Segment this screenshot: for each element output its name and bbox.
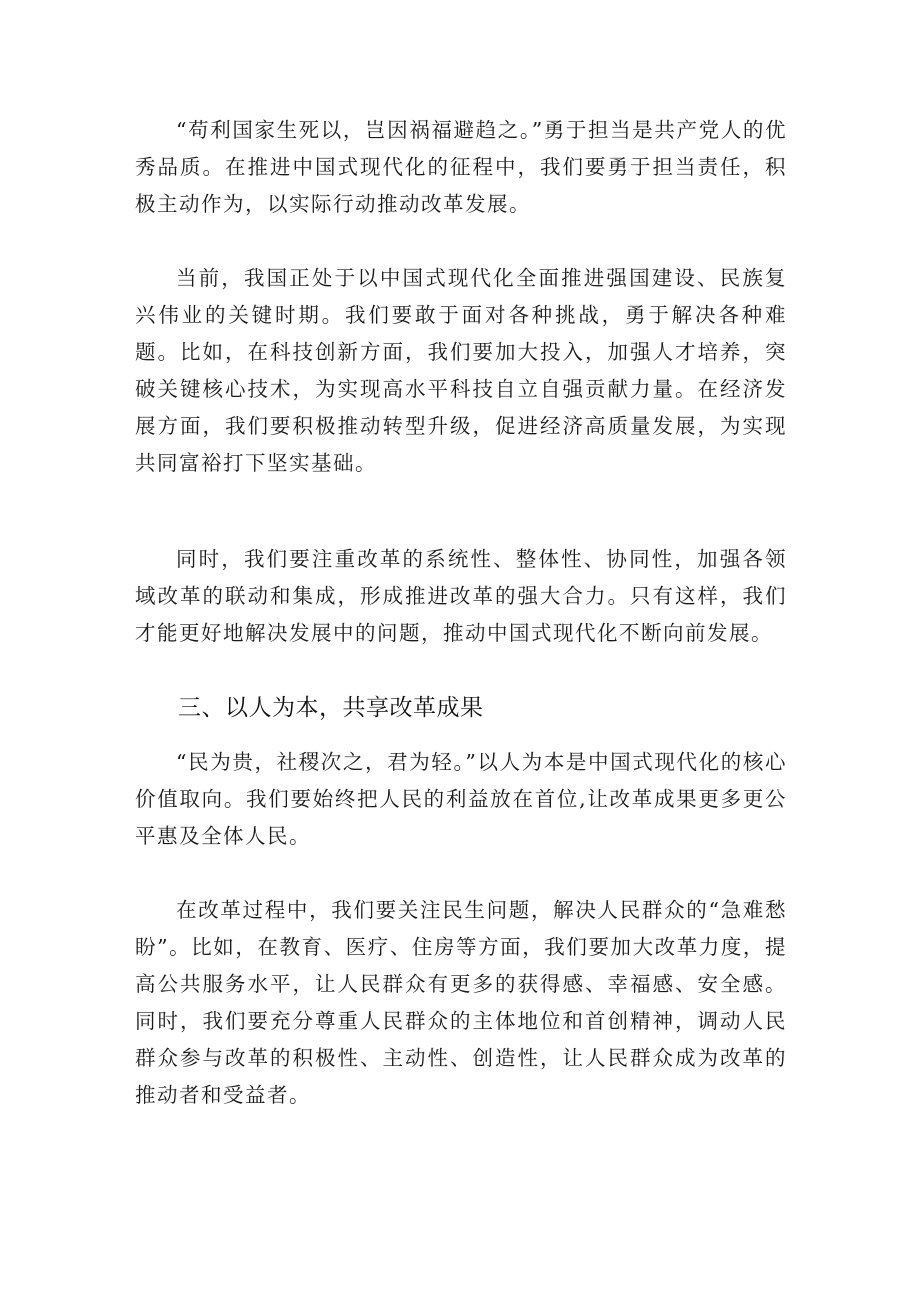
section-heading: 三、以人为本，共享改革成果: [178, 695, 484, 721]
paragraph-current-period: 当前，我国正处于以中国式现代化全面推进强国建设、民族复兴伟业的关键时期。我们要敢于面对各种挑战，勇于解决各种难题。比如，在科技创新方面，我们要加大投入，加强人才培养，突破关键核心技术，为实现高水平科技自立自强贡献力量。在经济发展方面，我们要积极推动转型升级，促进经济高质量发展，为实现共同富裕打下坚实基础。: [135, 266, 787, 475]
paragraph-livelihood-reform: 在改革过程中，我们要关注民生问题，解决人民群众的“急难愁盼”。比如，在教育、医疗、住房等方面，我们要加大改革力度，提高公共服务水平，让人民群众有更多的获得感、幸福感、安全感。同时，我们要充分尊重人民群众的主体地位和首创精神，调动人民群众参与改革的积极性、主动性、创造性，让人民群众成为改革的推动者和受益者。: [135, 898, 787, 1107]
paragraph-people-centered: “民为贵，社稷次之，君为轻。”以人为本是中国式现代化的核心价值取向。我们要始终把人民的利益放在首位,让改革成果更多更公平惠及全体人民。: [135, 750, 787, 848]
paragraph-systematic-reform: 同时，我们要注重改革的系统性、整体性、协同性，加强各领域改革的联动和集成，形成推进改革的强大合力。只有这样，我们才能更好地解决发展中的问题，推动中国式现代化不断向前发展。: [135, 547, 787, 645]
paragraph-take-responsibility: “苟利国家生死以，岂因祸福避趋之。”勇于担当是共产党人的优秀品质。在推进中国式现代化的征程中，我们要勇于担当责任，积极主动作为，以实际行动推动改革发展。: [135, 118, 787, 216]
